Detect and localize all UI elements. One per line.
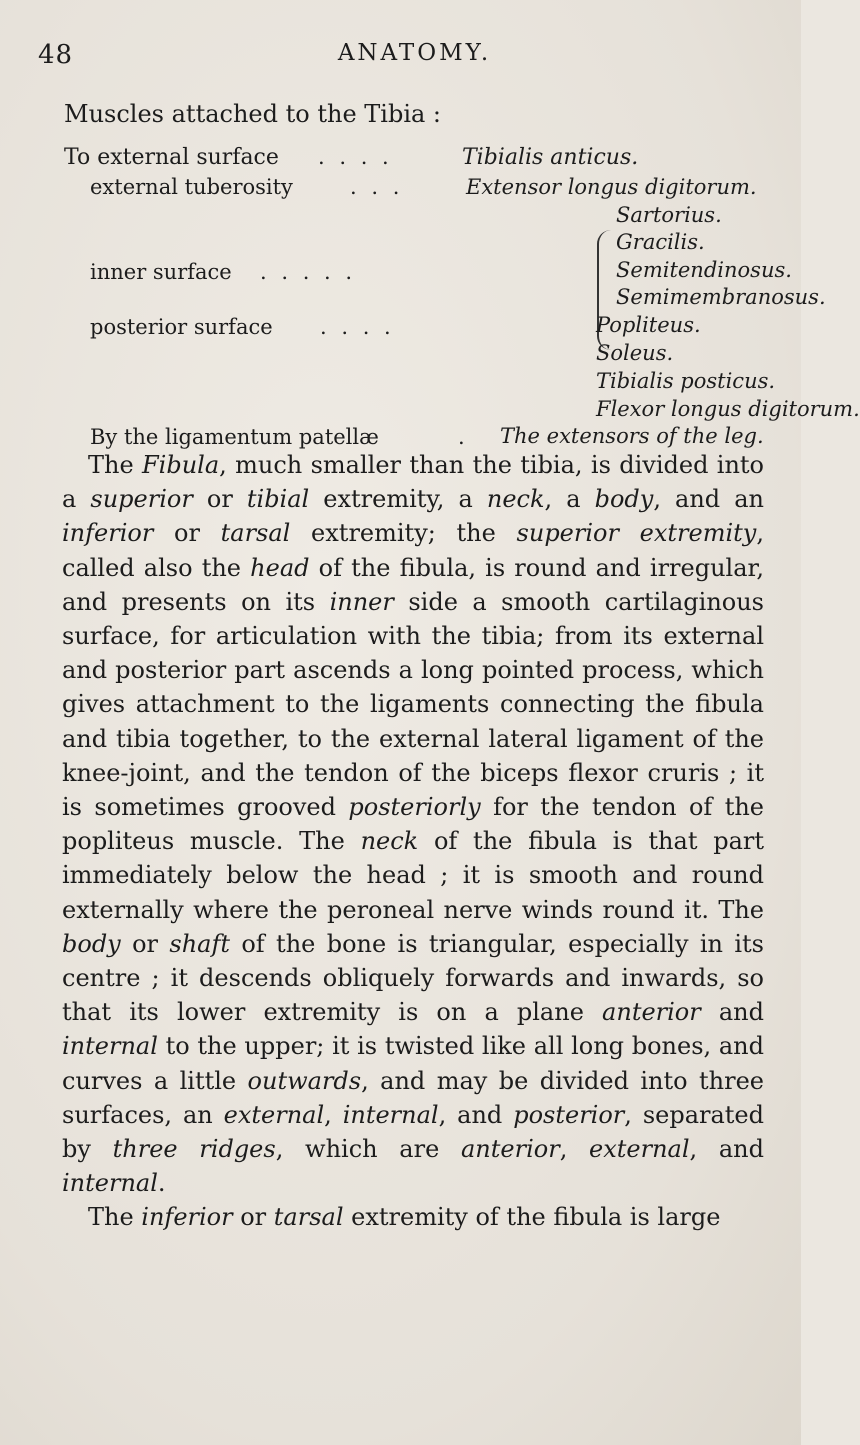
- muscle-name: Gracilis.: [616, 230, 705, 254]
- attachment-label: posterior surface: [90, 315, 273, 339]
- attachment-label: external tuberosity: [90, 175, 293, 199]
- muscle-name: Semitendinosus.: [616, 258, 792, 282]
- muscle-name: The extensors of the leg.: [500, 424, 764, 448]
- leader-dots: . . . .: [320, 315, 395, 339]
- muscle-name: Tibialis anticus.: [462, 145, 639, 170]
- leader-dots: .: [458, 425, 469, 449]
- muscle-name: Extensor longus digitorum.: [466, 175, 757, 199]
- leader-dots: . . .: [350, 175, 404, 199]
- body-text: [62, 448, 764, 1235]
- attachment-label: To external surface: [64, 145, 279, 170]
- leader-dots: . . . . .: [260, 260, 357, 284]
- muscle-name: Semimembranosus.: [616, 285, 826, 309]
- paragraph-inferior-extremity: The inferior or tarsal extremity of the fibula is large: [88, 1203, 721, 1232]
- muscle-name: Sartorius.: [616, 203, 722, 227]
- leader-dots: . . . .: [318, 145, 393, 169]
- page-number: 48: [38, 40, 74, 70]
- section-title: Muscles attached to the Tibia :: [64, 100, 442, 128]
- muscle-name: Flexor longus digitorum.: [596, 397, 860, 421]
- attachment-label: inner surface: [90, 260, 232, 284]
- muscle-name: Tibialis posticus.: [596, 369, 776, 393]
- attachment-label: By the ligamentum patellæ: [90, 425, 379, 449]
- muscle-name: Soleus.: [596, 341, 674, 365]
- page-header: [38, 40, 761, 80]
- muscle-name: Popliteus.: [596, 313, 701, 337]
- paragraph-fibula: The Fibula, much smaller than the tibia, is divided into a superior or tibial extremity, a neck, a body, and an inferior or tarsal extremity; the superior extremity, called also the head of the fibula, is round and irregular, and presents on its inner side a smooth cartilaginous surface, for articulation with the tibia; from its external and posterior part ascends a long pointed process, which gives attachment to the ligaments connecting the fibula and tibia together, to the external lateral ligament of the knee-joint, and the tendon of the biceps flexor cruris ; it is sometimes grooved posteriorly for the tendon of the popliteus muscle. The neck of the fibula is that part immediately below the head ; it is smooth and round externally where the peroneal nerve winds round it. The body or shaft of the bone is triangular, especially in its centre ; it descends obliquely forwards and inwards, so that its lower extremity is on a plane anterior and internal to the upper; it is twisted like all long bones, and curves a little outwards, and may be divided into three surfaces, an external, internal, and posterior, separated by three ridges, which are anterior, external, and internal.: [62, 451, 765, 1198]
- running-title: ANATOMY.: [337, 40, 492, 66]
